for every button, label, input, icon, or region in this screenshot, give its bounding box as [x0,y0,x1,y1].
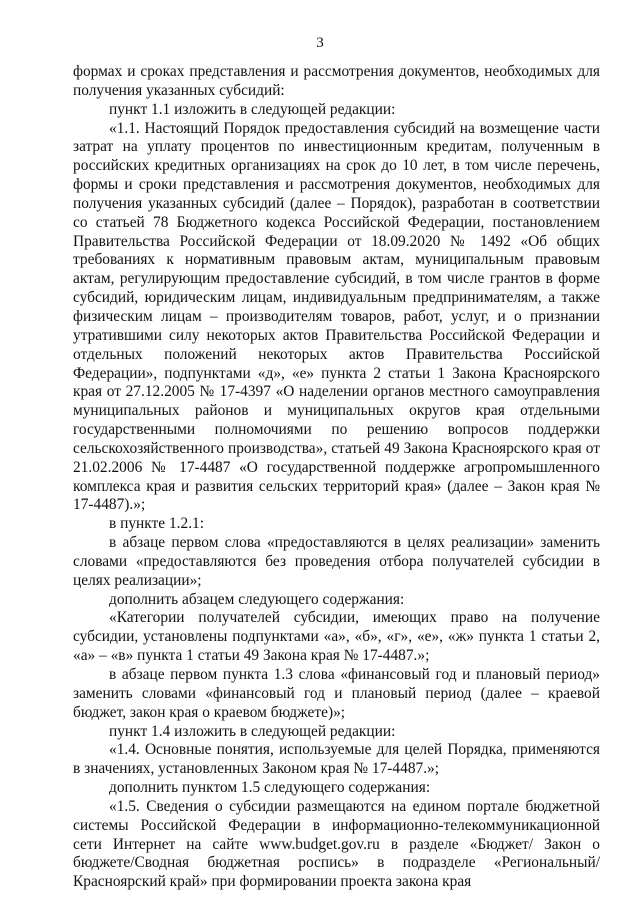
page-number: 3 [316,35,324,51]
paragraph: «1.4. Основные понятия, используемые для целей Порядка, применяются в значениях, установленных Законом края № 17-4487.»; [73,741,600,778]
paragraph: формах и сроках представления и рассмотрения документов, необходимых для получения указанных субсидий: [73,63,600,99]
paragraph: «Категории получателей субсидии, имеющих право на получение субсидии, установлены подпунктами «а», «б», «г», «е», «ж» пункта 1 статьи 2, «а» – «в» пункта 1 статьи 49 Закона края № 17-4487.»; [73,609,600,665]
paragraph: в пункте 1.2.1: [109,515,205,533]
paragraph: в абзаце первом слова «предоставляются в целях реализации» заменить словами «предоставляются без проведения отбора получателей субсидии в целях реализации»; [73,534,600,589]
paragraph: в абзаце первом пункта 1.3 слова «финансовый год и плановый период» заменить словами «финансовый год и плановый период (далее – краевой бюджет, закон края о краевом бюджете)»; [73,666,600,721]
document-body [73,63,600,892]
paragraph: пункт 1.1 изложить в следующей редакции: [109,100,396,118]
paragraph: дополнить пунктом 1.5 следующего содержания: [109,779,431,797]
paragraph: дополнить абзацем следующего содержания: [109,590,405,608]
paragraph: «1.5. Сведения о субсидии размещаются на едином портале бюджетной системы Российской Федерации в информационно-телекоммуникационной сети Интернет на сайте www.budget.gov.ru в разделе «Бюджет/ Закон о бюджете/Сводная бюджетная роспись» в подразделе «Региональный/Красноярский край» при формировании проекта закона края [73,797,600,891]
paragraph: «1.1. Настоящий Порядок предоставления субсидий на возмещение части затрат на уплату процентов по инвестиционным кредитам, полученным в российских кредитных организациях на срок до 10 лет, в том числе перечень, формы и сроки представления и рассмотрения документов, необходимых для получения указанных субсидий (далее – Порядок), разработан в соответствии со статьей 78 Бюджетного кодекса Российской Федерации, постановлением Правительства Российской Федерации от 18.09.2020 № 1492 «Об общих требованиях к нормативным правовым актам, муниципальным правовым актам, регулирующим предоставление субсидий, в том числе грантов в форме субсидий, юридическим лицам, индивидуальным предпринимателям, а также физическим лицам – производителям товаров, работ, услуг, и о признании утратившими силу некоторых актов Правительства Российской Федерации и отдельных положений некоторых актов Правительства Российской Федерации», подпунктами «д», «е» пункта 2 статьи 1 Закона Красноярского края от 27.12.2005 № 17-4397 «О наделении органов местного самоуправления муниципальных районов и муниципальных округов края отдельными государственными полномочиями по решению вопросов поддержки сельскохозяйственного производства», статьей 49 Закона Красноярского края от 21.02.2006 № 17-4487 «О государственной поддержке агропромышленного комплекса края и развития сельских территорий края» (далее – Закон края № 17-4487).»; [73,119,600,514]
paragraph: пункт 1.4 изложить в следующей редакции: [109,722,396,740]
